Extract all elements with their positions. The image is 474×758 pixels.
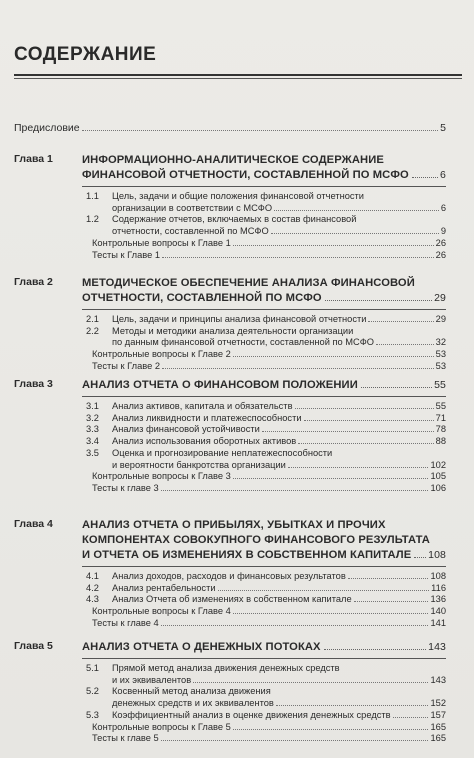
leader-dots [233,477,429,479]
chapter-entry [14,518,446,630]
chapter-page: 143 [428,641,446,653]
sub-entry-page: 53 [435,360,446,371]
chapter-title-line [82,548,446,563]
section-title-line [112,314,446,326]
sub-entry-label: Тесты к главе 3 [92,482,159,493]
leader-dots [233,728,429,730]
leader-dots [354,600,429,602]
chapter-label: Глава 2 [14,276,53,288]
section-page: 78 [435,424,446,435]
section-entry [82,571,446,583]
sub-entry-label: Тесты к главе 5 [92,733,159,744]
section-title-text: Анализ ликвидности и платежеспособности [112,412,302,423]
leader-dots [412,176,438,178]
chapter-label: Глава 1 [14,153,53,165]
leader-dots [361,386,432,388]
chapter-title-line: МЕТОДИЧЕСКОЕ ОБЕСПЕЧЕНИЕ АНАЛИЗА ФИНАНСОВОЙ [82,277,415,289]
leader-dots [193,681,428,683]
sub-entry-label: Контрольные вопросы к Главе 3 [92,471,231,482]
chapter-title-line [82,640,446,655]
section-title-text: Анализ доходов, расходов и финансовых результатов [112,571,346,581]
leader-dots [262,430,434,432]
chapter-rule [82,658,446,659]
section-entry [82,448,446,471]
section-title-text: денежных средств и их эквивалентов [112,698,274,709]
section-entry [82,686,446,709]
section-title-line [112,583,446,595]
leader-dots [414,556,426,558]
section-title-line [112,698,446,710]
preface-entry [14,122,446,134]
leader-dots [233,612,429,614]
section-title-line: Косвенный метод анализа движения [112,686,271,697]
sub-entry-label: Тесты к главе 4 [92,617,159,628]
sub-entry [92,733,446,745]
leader-dots [324,648,427,650]
sub-entry-label: Контрольные вопросы к Главе 5 [92,721,231,732]
chapter-rule [82,186,446,187]
chapter-title-text: И ОТЧЕТА ОБ ИЗМЕНЕНИЯХ В СОБСТВЕННОМ КАПИТАЛЕ [82,549,412,561]
chapter-label: Глава 4 [14,518,53,530]
section-page: 152 [430,698,446,709]
section-title-line [112,710,446,722]
leader-dots [288,466,429,468]
section-title-text: организации в соответствии с МСФО [112,202,273,213]
section-number: 2.1 [86,314,99,324]
section-title-line: Цель, задачи и общие положения финансовой отчетности [112,191,364,201]
chapter-title [82,640,446,655]
chapter-page: 55 [434,379,446,391]
preface-page: 5 [440,122,446,134]
section-page: 55 [435,401,446,411]
chapter-entry [14,378,446,495]
sub-entry-label: Тесты к Главе 1 [92,249,161,260]
sub-entry [92,361,446,373]
title-rule-thin [14,78,462,79]
chapter-entry [14,276,446,373]
sub-entry-page: 106 [430,482,446,493]
section-title-line: Содержание отчетов, включаемых в состав финансовой [112,214,357,225]
section-entry [82,191,446,214]
chapter-rule [82,396,446,397]
chapter-label: Глава 3 [14,378,53,390]
chapter-title [82,378,446,393]
sub-entry [92,722,446,734]
sub-entry-label: Контрольные вопросы к Главе 1 [92,237,231,248]
section-page: 102 [430,459,446,470]
sub-entry-page: 105 [430,471,446,482]
section-title-text: Анализ рентабельности [112,582,216,593]
leader-dots [276,704,429,706]
leader-dots [393,716,429,718]
sub-entry-page: 165 [430,721,446,732]
section-title-line: Оценка и прогнозирование неплатежеспособности [112,447,333,458]
chapter-title-text: ОТЧЕТНОСТИ, СОСТАВЛЕННОЙ ПО МСФО [82,292,322,304]
chapter-title-text: АНАЛИЗ ОТЧЕТА О ДЕНЕЖНЫХ ПОТОКАХ [82,641,321,653]
sub-entry [92,483,446,495]
section-entry [82,710,446,722]
section-page: 143 [430,674,446,685]
sub-entry-label: Контрольные вопросы к Главе 4 [92,606,231,617]
chapter-page: 29 [434,292,446,304]
section-page: 157 [430,709,446,720]
section-title-text: Анализ активов, капитала и обязательств [112,401,293,411]
sub-entry-page: 165 [430,733,446,744]
section-page: 108 [430,571,446,581]
leader-dots [161,624,429,626]
leader-dots [162,367,434,369]
section-title-text: Анализ финансовой устойчивости [112,424,260,435]
chapter-page: 108 [428,549,446,561]
section-title-line: Методы и методики анализа деятельности организации [112,325,354,336]
leader-dots [233,244,434,246]
leader-dots [348,577,429,579]
section-number: 3.3 [86,424,99,435]
leader-dots [298,442,433,444]
section-entry [82,326,446,349]
chapter-entry [14,153,446,261]
section-number: 3.1 [86,401,99,411]
section-title-text: Коэффициентный анализ в оценке движения денежных средств [112,709,391,720]
sub-entry [92,606,446,618]
leader-dots [233,355,434,357]
sub-entry [92,238,446,250]
section-page: 6 [440,202,446,213]
chapter-page: 6 [440,169,446,181]
section-number: 4.2 [86,582,99,593]
section-entry [82,663,446,686]
sub-entry [92,471,446,483]
section-number: 3.2 [86,412,99,423]
leader-dots [161,489,429,491]
section-number: 1.2 [86,214,99,225]
section-entry [82,214,446,237]
section-title-line [112,460,446,472]
chapter-title [82,518,446,563]
leader-dots [295,407,434,409]
sub-entry [92,250,446,262]
section-title-text: Анализ Отчета об изменениях в собственном капитале [112,594,352,605]
section-number: 2.2 [86,325,99,336]
section-page: 71 [435,412,446,423]
sub-entry-page: 140 [430,606,446,617]
sub-entry-page: 26 [435,237,446,248]
chapter-title-text: АНАЛИЗ ОТЧЕТА О ФИНАНСОВОМ ПОЛОЖЕНИИ [82,379,358,391]
section-number: 3.5 [86,447,99,458]
section-title-line [112,571,446,583]
section-entry [82,314,446,326]
section-number: 5.2 [86,686,99,697]
section-title-line [112,401,446,413]
leader-dots [161,739,429,741]
leader-dots [218,589,430,591]
chapter-entry [14,640,446,745]
section-entry [82,436,446,448]
sub-entry-label: Тесты к Главе 2 [92,360,161,371]
title-rule-thick [14,74,462,76]
chapter-title-line [82,378,446,393]
section-title-line: Прямой метод анализа движения денежных средств [112,663,340,673]
section-entry [82,401,446,413]
leader-dots [325,299,432,301]
sub-entry [92,618,446,630]
section-title-line [112,226,446,238]
chapter-label: Глава 5 [14,640,53,652]
section-title-line [112,436,446,448]
chapter-title-line [82,168,446,183]
section-entry [82,424,446,436]
section-entry [82,594,446,606]
section-number: 4.3 [86,594,99,605]
chapter-title-text: ФИНАНСОВОЙ ОТЧЕТНОСТИ, СОСТАВЛЕННОЙ ПО МСФО [82,169,409,181]
sub-entry-page: 26 [435,249,446,260]
section-title-text: Цель, задачи и принципы анализа финансовой отчетности [112,314,367,324]
section-page: 32 [435,337,446,348]
section-page: 9 [440,226,446,237]
section-title-line [112,203,446,215]
leader-dots [376,343,434,345]
section-title-text: по данным финансовой отчетности, составленной по МСФО [112,337,375,348]
section-page: 88 [435,436,446,447]
chapter-title [82,153,446,183]
chapter-title-line [82,291,446,306]
section-entry [82,413,446,425]
section-title-line [112,675,446,687]
section-entry [82,583,446,595]
section-page: 29 [435,314,446,324]
section-page: 116 [431,582,446,593]
section-number: 1.1 [86,191,99,201]
leader-dots [82,129,439,131]
leader-dots [304,419,434,421]
section-title-line [112,337,446,349]
section-page: 136 [430,594,446,605]
section-number: 5.3 [86,709,99,720]
section-title-text: отчетности, составленной по МСФО [112,226,269,237]
section-number: 4.1 [86,571,99,581]
leader-dots [162,256,434,258]
section-title-line [112,594,446,606]
section-title-line [112,424,446,436]
leader-dots [368,320,433,322]
section-number: 5.1 [86,663,99,673]
sub-entry-label: Контрольные вопросы к Главе 2 [92,349,231,360]
sub-entry-page: 53 [435,349,446,360]
leader-dots [274,209,439,211]
chapter-rule [82,309,446,310]
section-title-text: Анализ использования оборотных активов [112,436,297,447]
sub-entry [92,349,446,361]
section-number: 3.4 [86,436,99,447]
chapter-title [82,276,446,306]
leader-dots [271,232,439,234]
sub-entry-page: 141 [430,617,446,628]
section-title-text: и вероятности банкротства организации [112,459,286,470]
chapter-rule [82,566,446,567]
section-title-text: и их эквивалентов [112,674,192,685]
section-title-line [112,413,446,425]
page-title: СОДЕРЖАНИЕ [14,44,157,65]
chapter-title-line: КОМПОНЕНТАХ СОВОКУПНОГО ФИНАНСОВОГО РЕЗУЛЬТАТА [82,534,430,546]
chapter-title-line: АНАЛИЗ ОТЧЕТА О ПРИБЫЛЯХ, УБЫТКАХ И ПРОЧИХ [82,519,386,531]
preface-label: Предисловие [14,122,80,134]
chapter-title-line: ИНФОРМАЦИОННО-АНАЛИТИЧЕСКОЕ СОДЕРЖАНИЕ [82,154,384,166]
